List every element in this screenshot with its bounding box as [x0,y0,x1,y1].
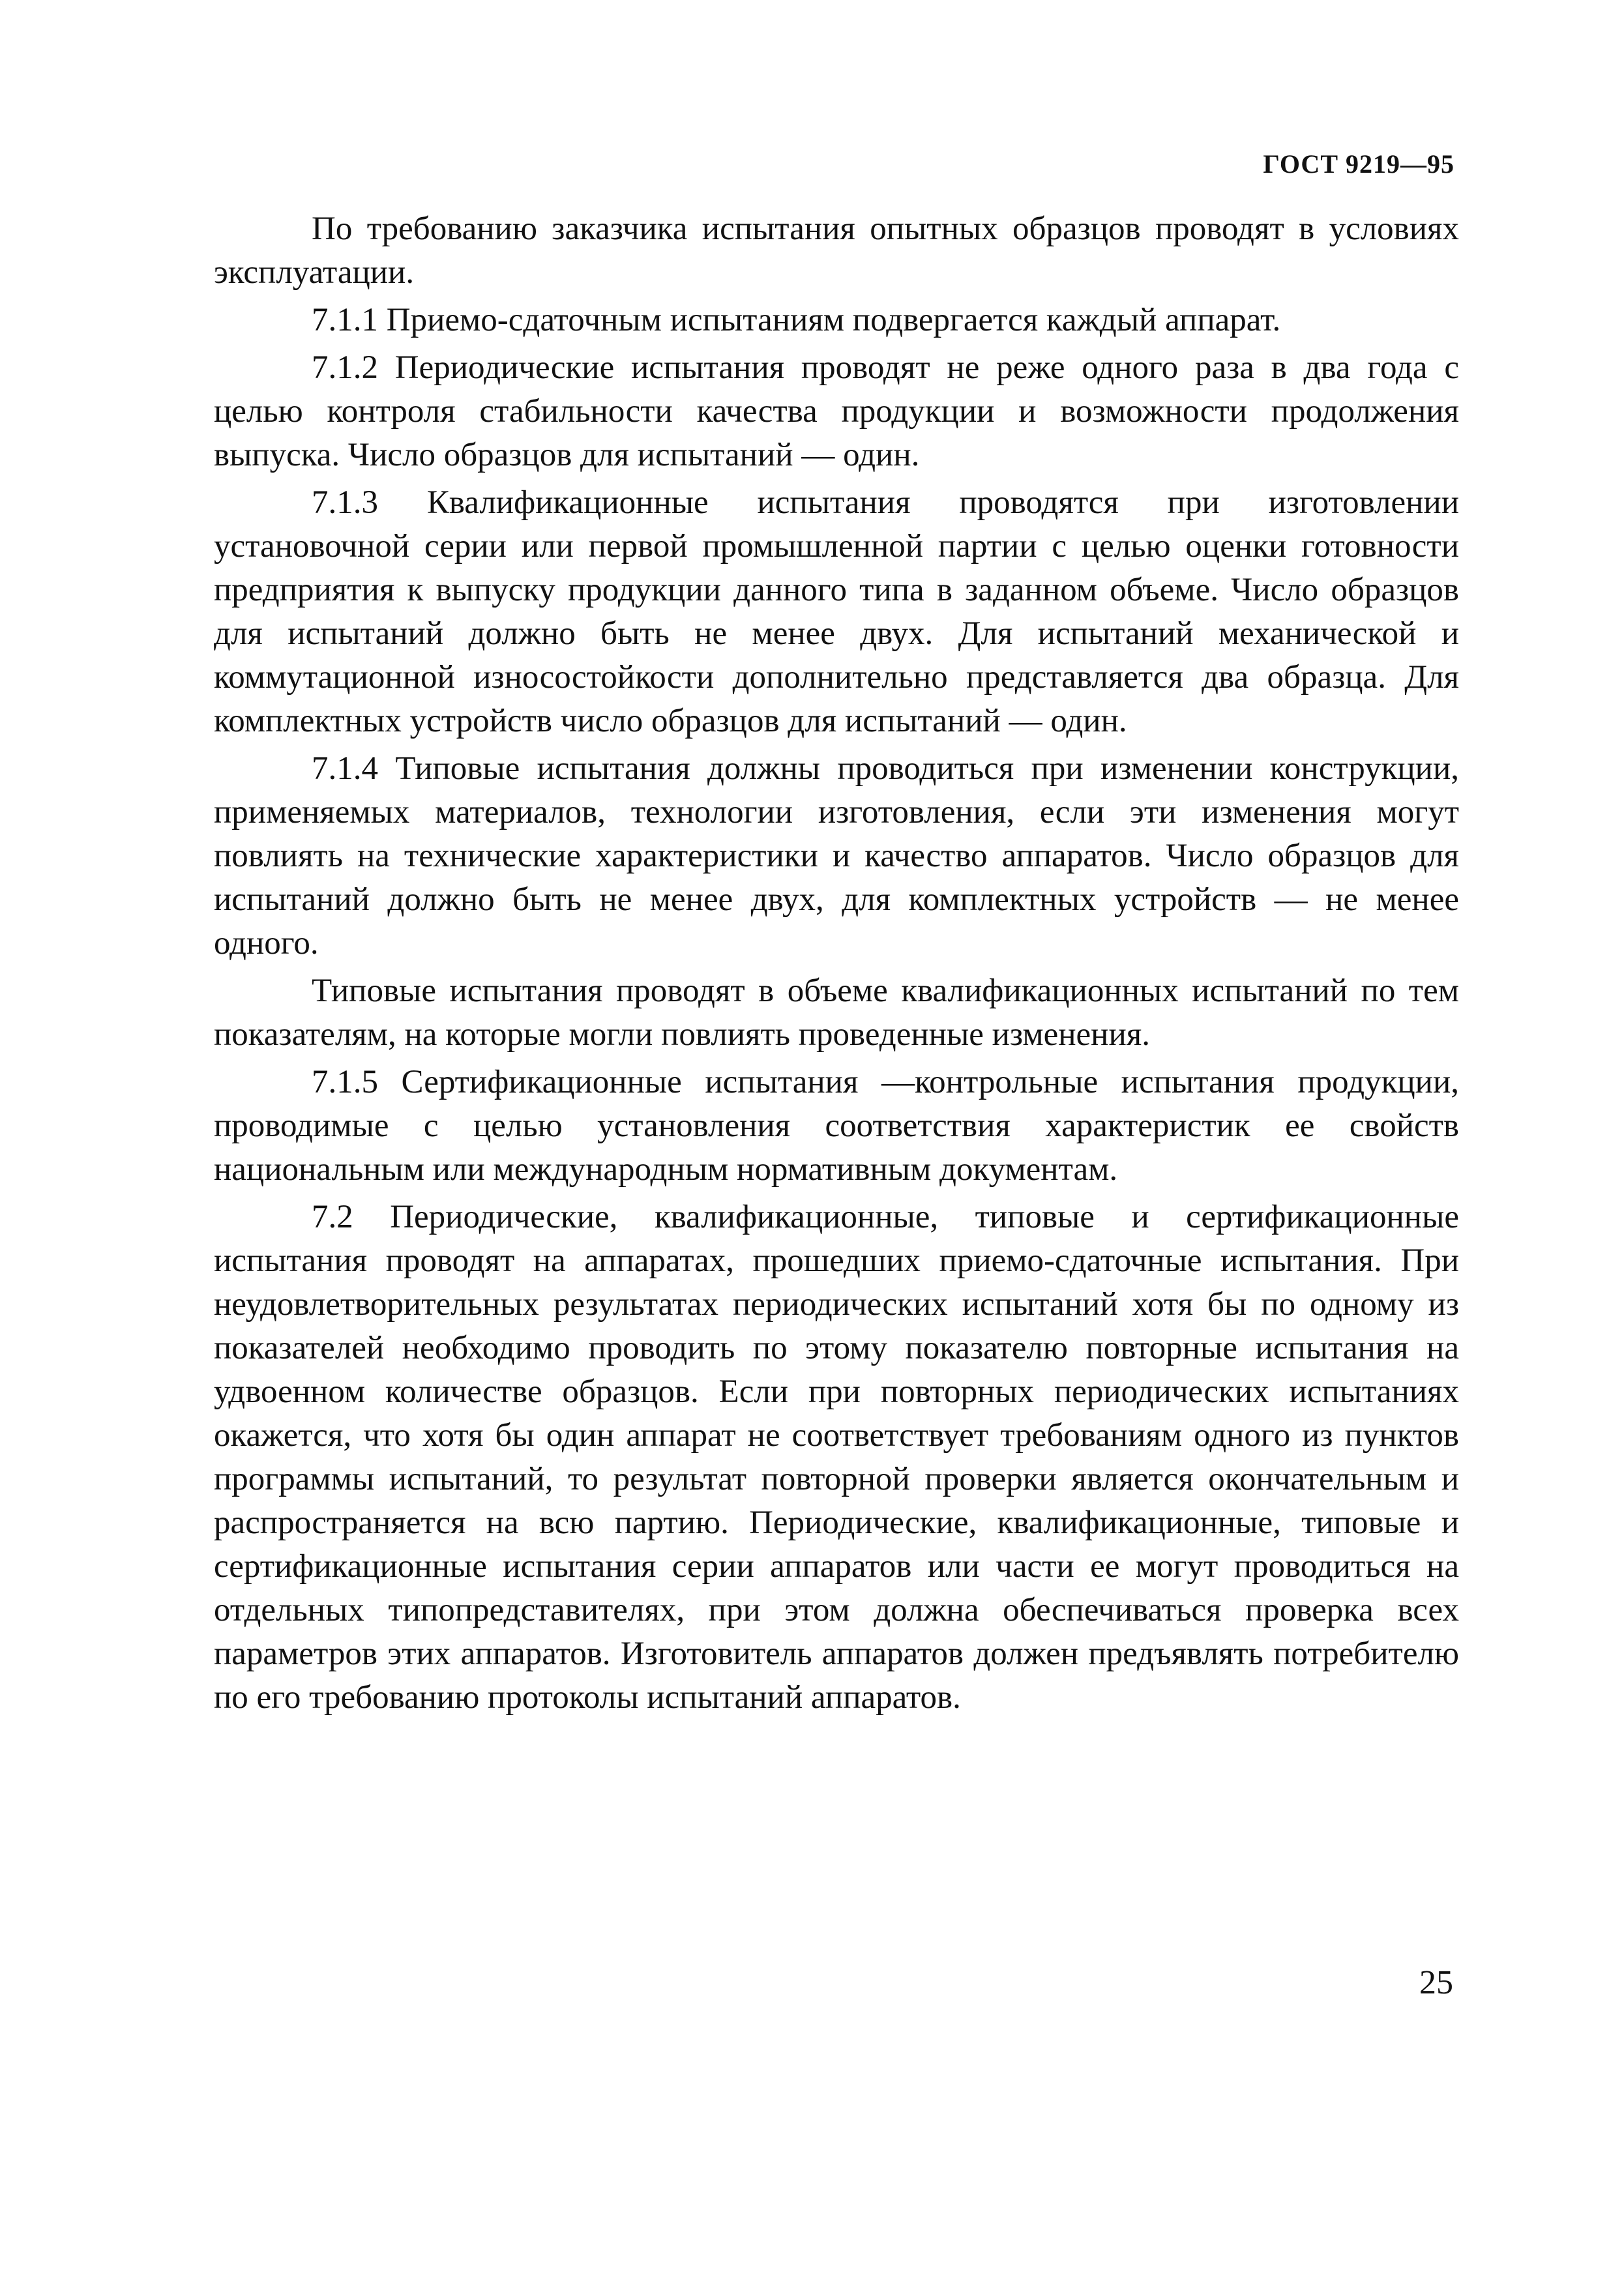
page-number: 25 [1419,1964,1453,2001]
paragraph-intro: По требованию заказчика испытания опытных образцов проводят в условиях эксплуатации. [214,211,1459,291]
paragraph-typical-tests: Типовые испытания проводят в объеме квалификационных испытаний по тем показателям, на которые могли повлиять проведенные изменения. [214,973,1459,1053]
paragraph-7-1-5: 7.1.5 Сертификационные испытания —контрольные испытания продукции, проводимые с целью установления соответствия характеристик ее свойств национальным или международным нормативным документам. [214,1064,1459,1188]
document-header: ГОСТ 9219—95 [1263,149,1454,179]
paragraph-7-1-1: 7.1.1 Приемо-сдаточным испытаниям подвергается каждый аппарат. [312,302,1281,338]
paragraph-7-1-4: 7.1.4 Типовые испытания должны проводиться при изменении конструкции, применяемых материалов, технологии изготовления, если эти изменения могут повлиять на технические характеристики и качество аппаратов. Число образцов для испытаний должно быть не менее двух, для комплектных устройств — не менее одного. [214,750,1459,962]
paragraph-7-1-2: 7.1.2 Периодические испытания проводят не реже одного раза в два года с целью контроля стабильности качества продукции и возможности продолжения выпуска. Число образцов для испытаний — один. [214,349,1459,473]
paragraph-7-1-3: 7.1.3 Квалификационные испытания проводятся при изготовлении установочной серии или первой промышленной партии с целью оценки готовности предприятия к выпуску продукции данного типа в заданном объеме. Число образцов для испытаний должно быть не менее двух. Для испытаний механической и коммутационной износостойкости дополнительно представляется два образца. Для комплектных устройств число образцов для испытаний — один. [214,484,1459,739]
paragraph-7-2: 7.2 Периодические, квалификационные, типовые и сертификационные испытания проводят на аппаратах, прошедших приемо-сдаточные испытания. При неудовлетворительных результатах периодических испытаний хотя бы по одному из показателей необходимо проводить по этому показателю повторные испытания на удвоенном количестве образцов. Если при повторных периодических испытаниях окажется, что хотя бы один аппарат не соответствует требованиям одного из пунктов программы испытаний, то результат повторной проверки является окончательным и распространяется на всю партию. Периодические, квалификационные, типовые и сертификационные испытания серии аппаратов или части ее могут проводиться на отдельных типопредставителях, при этом должна обеспечиваться проверка всех параметров этих аппаратов. Изготовитель аппаратов должен предъявлять потребителю по его требованию протоколы испытаний аппаратов. [214,1199,1459,1716]
document-body [214,207,1459,1724]
